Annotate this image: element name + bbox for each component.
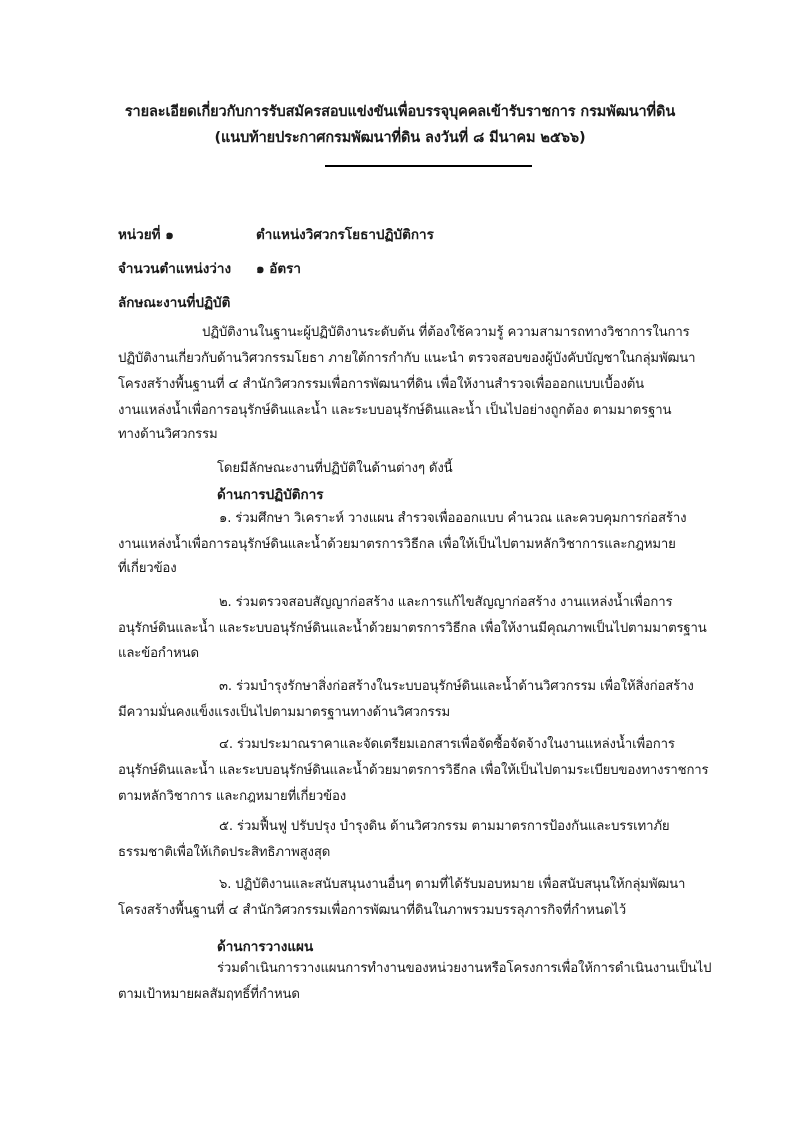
operations-item-5-cont: ธรรมชาติเพื่อให้เกิดประสิทธิภาพสูงสุด (118, 845, 331, 860)
operations-item-3: ๓. ร่วมบำรุงรักษาสิ่งก่อสร้างในระบบอนุรักษ์ดินและน้ำด้านวิศวกรรม เพื่อให้สิ่งก่อสร้าง (219, 679, 694, 694)
operations-item-3-cont: มีความมั่นคงแข็งแรงเป็นไปตามมาตรฐานทางด้านวิศวกรรม (118, 705, 451, 720)
document-title: รายละเอียดเกี่ยวกับการรับสมัครสอบแข่งขันเพื่อบรรจุบุคคลเข้ารับราชการ กรมพัฒนาที่ดิน (124, 104, 676, 120)
operations-item-6: ๖. ปฏิบัติงานและสนับสนุนงานอื่นๆ ตามที่ได้รับมอบหมาย เพื่อสนับสนุนให้กลุ่มพัฒนา (219, 877, 686, 892)
vacancies-value: ๑ อัตรา (256, 261, 301, 277)
operations-item-1: ๑. ร่วมศึกษา วิเคราะห์ วางแผน สำรวจเพื่อออกแบบ คำนวณ และควบคุมการก่อสร้าง (219, 511, 687, 526)
operations-item-2: ๒. ร่วมตรวจสอบสัญญาก่อสร้าง และการแก้ไขสัญญาก่อสร้าง งานแหล่งน้ำเพื่อการ (219, 595, 673, 610)
paragraph-line: งานแหล่งน้ำเพื่อการอนุรักษ์ดินและน้ำ และระบบอนุรักษ์ดินและน้ำ เป็นไปอย่างถูกต้อง ตามมาตรฐาน (118, 403, 672, 418)
unit-label: หน่วยที่ ๑ (118, 227, 174, 243)
planning-line: ตามเป้าหมายผลสัมฤทธิ์ที่กำหนด (118, 987, 300, 1002)
operations-item-1-cont: ที่เกี่ยวข้อง (118, 561, 177, 576)
title-divider (325, 165, 532, 167)
operations-item-2-cont: อนุรักษ์ดินและน้ำ และระบบอนุรักษ์ดินและน้ำด้วยมาตรการวิธีกล เพื่อให้งานมีคุณภาพเป็นไปตามมาตรฐาน (118, 621, 707, 636)
position-title: ตำแหน่งวิศวกรโยธาปฏิบัติการ (256, 227, 434, 243)
planning-heading: ด้านการวางแผน (217, 939, 314, 955)
paragraph-line: โครงสร้างพื้นฐานที่ ๔ สำนักวิศวกรรมเพื่อการพัฒนาที่ดิน เพื่อให้งานสำรวจเพื่อออกแบบเบื้องต้น (118, 377, 645, 392)
operations-heading: ด้านการปฏิบัติการ (217, 487, 324, 503)
operations-item-6-cont: โครงสร้างพื้นฐานที่ ๔ สำนักวิศวกรรมเพื่อการพัฒนาที่ดินในภาพรวมบรรลุภารกิจที่กำหนดไว้ (118, 903, 626, 918)
operations-item-4-cont: ตามหลักวิชาการ และกฎหมายที่เกี่ยวข้อง (118, 789, 347, 804)
paragraph-line: ปฏิบัติงานในฐานะผู้ปฏิบัติงานระดับต้น ที่ต้องใช้ความรู้ ความสามารถทางวิชาการในการ (202, 325, 690, 340)
operations-item-1-cont: งานแหล่งน้ำเพื่อการอนุรักษ์ดินและน้ำด้วยมาตรการวิธีกล เพื่อให้เป็นไปตามหลักวิชาการและกฎหมาย (118, 537, 676, 552)
paragraph-line: ปฏิบัติงานเกี่ยวกับด้านวิศวกรรมโยธา ภายใต้การกำกับ แนะนำ ตรวจสอบของผู้บังคับบัญชาในกลุ่มพัฒนา (118, 351, 696, 366)
paragraph-line: ทางด้านวิศวกรรม (118, 427, 218, 442)
vacancies-label: จำนวนตำแหน่งว่าง (118, 261, 232, 277)
job-description-heading: ลักษณะงานที่ปฏิบัติ (118, 295, 231, 311)
document-subtitle: (แนบท้ายประกาศกรมพัฒนาที่ดิน ลงวันที่ ๘ มีนาคม ๒๕๖๖) (214, 130, 586, 146)
intro-line: โดยมีลักษณะงานที่ปฏิบัติในด้านต่างๆ ดังนี้ (217, 461, 453, 476)
operations-item-4: ๔. ร่วมประมาณราคาและจัดเตรียมเอกสารเพื่อจัดซื้อจัดจ้างในงานแหล่งน้ำเพื่อการ (219, 737, 675, 752)
operations-item-5: ๕. ร่วมฟื้นฟู ปรับปรุง บำรุงดิน ด้านวิศวกรรม ตามมาตรการป้องกันและบรรเทาภัย (219, 819, 670, 834)
operations-item-2-cont: และข้อกำหนด (118, 646, 199, 661)
operations-item-4-cont: อนุรักษ์ดินและน้ำ และระบบอนุรักษ์ดินและน้ำด้วยมาตรการวิธีกล เพื่อให้เป็นไปตามระเบียบของทางราชการ (118, 763, 709, 778)
planning-line: ร่วมดำเนินการวางแผนการทำงานของหน่วยงานหรือโครงการเพื่อให้การดำเนินงานเป็นไป (217, 961, 712, 976)
